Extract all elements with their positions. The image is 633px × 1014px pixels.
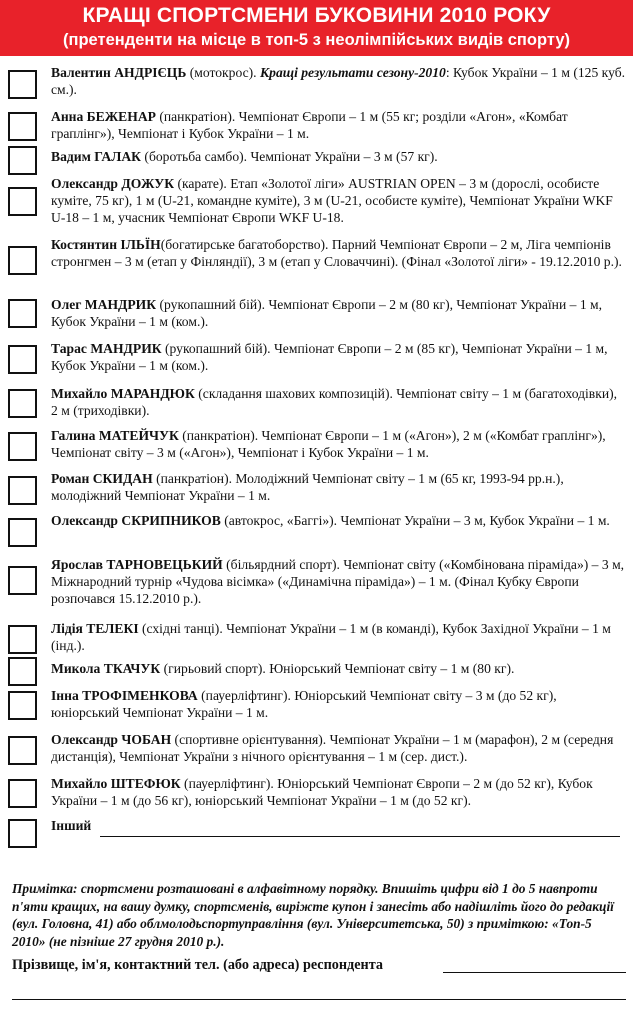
list-item bbox=[0, 556, 633, 620]
list-item bbox=[0, 175, 633, 236]
athlete-text bbox=[51, 385, 625, 419]
page-subtitle: (претенденти на місце в топ-5 з неолімпійських видів спорту) bbox=[63, 31, 570, 49]
other-text bbox=[51, 817, 625, 834]
athlete-text bbox=[51, 64, 625, 98]
athlete-results: Етап «Золотої ліги» AUSTRIAN OPEN – 3 м (дорослі, особисте куміте, 75 кг), 1 м (U-21, командне куміте), 3 м (U-21, особисте куміте), Чемпіонат України WKF U-18 – 1 м, учасник Чемпіонат Європи WKF U-18. bbox=[51, 176, 613, 225]
athlete-name: Ярослав ТАРНОВЕЦЬКИЙ bbox=[51, 557, 223, 572]
athlete-sport: (богатирське багатоборство). bbox=[160, 237, 332, 252]
list-item-other bbox=[0, 817, 633, 855]
list-item bbox=[0, 687, 633, 731]
athlete-results: Юніорський Чемпіонат Європи – 2 м (до 52 кг), Кубок України – 1 м (до 56 кг), юніорський Чемпіонат України – 1 м (до 52 кг). bbox=[51, 776, 593, 808]
list-item bbox=[0, 108, 633, 148]
respondent-input-line-2[interactable] bbox=[12, 999, 626, 1000]
rank-checkbox[interactable] bbox=[8, 432, 37, 461]
athlete-results: Чемпіонат світу – 1 м (багатоходівки), 2 м (триходівки). bbox=[51, 386, 618, 418]
list-item bbox=[0, 385, 633, 427]
rank-checkbox[interactable] bbox=[8, 299, 37, 328]
season-label: Кращі результати сезону-2010 bbox=[259, 65, 446, 80]
athlete-name: Олег МАНДРИК bbox=[51, 297, 157, 312]
athlete-name: Вадим ГАЛАК bbox=[51, 149, 142, 164]
other-input-line[interactable] bbox=[100, 836, 620, 837]
rank-checkbox[interactable] bbox=[8, 476, 37, 505]
rank-checkbox[interactable] bbox=[8, 625, 37, 654]
athlete-text bbox=[51, 775, 625, 809]
athlete-name: Тарас МАНДРИК bbox=[51, 341, 162, 356]
athlete-text bbox=[51, 175, 625, 226]
athlete-results: : Кубок України – 1 м (125 куб. см.). bbox=[51, 65, 626, 97]
list-item bbox=[0, 296, 633, 340]
athlete-sport: (гирьовий спорт). bbox=[160, 661, 270, 676]
athlete-sport: (рукопашний бій). bbox=[156, 297, 269, 312]
list-item bbox=[0, 660, 633, 687]
rank-checkbox[interactable] bbox=[8, 389, 37, 418]
athlete-sport: (боротьба самбо). bbox=[141, 149, 251, 164]
athlete-sport: (панкратіон). bbox=[152, 471, 236, 486]
athlete-text bbox=[51, 296, 625, 330]
athlete-sport: (більярдний спорт). bbox=[222, 557, 344, 572]
page-title: КРАЩІ СПОРТСМЕНИ БУКОВИНИ 2010 РОКУ bbox=[82, 4, 551, 27]
rank-checkbox[interactable] bbox=[8, 146, 37, 175]
athlete-sport: (пауерліфтинг). bbox=[197, 688, 295, 703]
athlete-name: Роман СКИДАН bbox=[51, 471, 153, 486]
athlete-sport: (карате). bbox=[174, 176, 231, 191]
athlete-sport: (автокрос, «Баггі»). bbox=[220, 513, 341, 528]
note-text: Примітка: спортсмени розташовані в алфавітному порядку. Впишіть цифри від 1 до 5 навпроти п'яти кращих, на вашу думку, спортсменів, виріжте купон і занесіть або надішліть його до редакції (вул. Головна, 41) або облмолодьспортуправління (вул. Університетська, 50) з приміткою: «Топ-5 2010» (не пізніше 27 грудня 2010 р.). bbox=[12, 881, 614, 949]
athlete-text bbox=[51, 148, 625, 165]
athlete-sport: (мотокрос). bbox=[186, 65, 260, 80]
athlete-results: Чемпіонат Європи – 2 м (80 кг), Чемпіонат України – 1 м, Кубок України – 1 м (ком.). bbox=[51, 297, 603, 329]
athlete-text bbox=[51, 470, 625, 504]
respondent-input-line[interactable] bbox=[443, 972, 626, 973]
athlete-name: Костянтин ІЛЬЇН bbox=[51, 237, 161, 252]
list-item bbox=[0, 620, 633, 660]
athlete-text bbox=[51, 556, 625, 607]
rank-checkbox[interactable] bbox=[8, 779, 37, 808]
athlete-sport: (рукопашний бій). bbox=[161, 341, 274, 356]
athlete-sport: (складання шахових композицій). bbox=[194, 386, 397, 401]
athlete-name: Михайло МАРАНДЮК bbox=[51, 386, 195, 401]
rank-checkbox[interactable] bbox=[8, 187, 37, 216]
athlete-sport: (пауерліфтинг). bbox=[180, 776, 278, 791]
athlete-name: Галина МАТЕЙЧУК bbox=[51, 428, 179, 443]
athlete-text bbox=[51, 687, 625, 721]
athlete-text bbox=[51, 340, 625, 374]
athlete-text bbox=[51, 731, 625, 765]
list-item bbox=[0, 148, 633, 175]
athlete-sport: (спортивне орієнтування). bbox=[171, 732, 330, 747]
athlete-results: Парний Чемпіонат Європи – 2 м, Ліга чемпіонів стронгмен – 3 м (етап у Фінляндії), 3 м (етап у Словаччині). (Фінал «Золотої ліги» - 19.12.2010 р.). bbox=[51, 237, 622, 269]
athlete-name: Микола ТКАЧУК bbox=[51, 661, 161, 676]
athlete-name: Лідія ТЕЛЕКІ bbox=[51, 621, 139, 636]
rank-checkbox[interactable] bbox=[8, 518, 37, 547]
athlete-text bbox=[51, 512, 625, 529]
list-item bbox=[0, 470, 633, 512]
athlete-text bbox=[51, 108, 625, 142]
athlete-name: Олександр ЧОБАН bbox=[51, 732, 172, 747]
respondent-label: Прізвище, ім'я, контактний тел. (або адреса) респондента bbox=[12, 957, 383, 973]
athlete-sport: (східні танці). bbox=[138, 621, 227, 636]
athlete-name: Валентин АНДРІЄЦЬ bbox=[51, 65, 187, 80]
rank-checkbox[interactable] bbox=[8, 345, 37, 374]
list-item bbox=[0, 512, 633, 556]
athlete-sport: (панкратіон). bbox=[178, 428, 262, 443]
rank-checkbox[interactable] bbox=[8, 246, 37, 275]
list-item bbox=[0, 775, 633, 817]
athlete-text bbox=[51, 427, 625, 461]
athlete-list bbox=[0, 64, 633, 855]
athlete-results: Юніорський Чемпіонат світу – 1 м (80 кг). bbox=[269, 661, 515, 676]
athlete-results: Молодіжний Чемпіонат світу – 1 м (65 кг, 1993-94 рр.н.), молодіжний Чемпіонат України – 1 м. bbox=[51, 471, 564, 503]
list-item bbox=[0, 427, 633, 470]
athlete-results: Чемпіонат Європи – 1 м (55 кг; розділи «Агон», «Комбат граплінг»), Чемпіонат і Кубок України – 1 м. bbox=[51, 109, 568, 141]
list-item bbox=[0, 731, 633, 775]
athlete-results: Чемпіонат України – 3 м (57 кг). bbox=[250, 149, 438, 164]
athlete-text bbox=[51, 236, 625, 270]
header-banner bbox=[0, 0, 633, 56]
rank-checkbox[interactable] bbox=[8, 112, 37, 141]
athlete-text bbox=[51, 660, 625, 677]
rank-checkbox[interactable] bbox=[8, 566, 37, 595]
list-item bbox=[0, 340, 633, 385]
rank-checkbox[interactable] bbox=[8, 736, 37, 765]
athlete-results: Чемпіонат України – 1 м (в команді), Кубок Західної України – 1 м (інд.). bbox=[51, 621, 611, 653]
rank-checkbox[interactable] bbox=[8, 657, 37, 686]
athlete-results: Чемпіонат Європи – 1 м («Агон»), 2 м («Комбат граплінг»), Чемпіонат світу – 3 м («Агон»), Чемпіонат і Кубок України – 1 м. bbox=[51, 428, 606, 460]
athlete-sport: (панкратіон). bbox=[155, 109, 239, 124]
athlete-name: Інна ТРОФІМЕНКОВА bbox=[51, 688, 198, 703]
athlete-results: Чемпіонат Європи – 2 м (85 кг), Чемпіонат України – 1 м, Кубок України – 1 м (ком.). bbox=[51, 341, 608, 373]
athlete-results: Юніорський Чемпіонат світу – 3 м (до 52 кг), юніорський Чемпіонат України – 1 м. bbox=[51, 688, 557, 720]
rank-checkbox[interactable] bbox=[8, 819, 37, 848]
athlete-name: Олександр ДОЖУК bbox=[51, 176, 175, 191]
rank-checkbox[interactable] bbox=[8, 691, 37, 720]
athlete-results: Чемпіонат світу («Комбінована піраміда») – 3 м, Міжнародний турнір «Чудова вісімка» («Динамічна піраміда») – 1 м. (Фінал Кубку Європи розпочався 15.12.2010 р.). bbox=[51, 557, 625, 606]
athlete-name: Олександр СКРИПНИКОВ bbox=[51, 513, 221, 528]
athlete-results: Чемпіонат України – 1 м (марафон), 2 м (середня дистанція), Чемпіонат України з нічного орієнтування – 1 м (сер. дист.). bbox=[51, 732, 614, 764]
other-label: Інший bbox=[51, 818, 92, 833]
athlete-name: Михайло ШТЕФЮК bbox=[51, 776, 181, 791]
athlete-text bbox=[51, 620, 625, 654]
athlete-name: Анна БЕЖЕНАР bbox=[51, 109, 156, 124]
list-item bbox=[0, 236, 633, 296]
list-item bbox=[0, 64, 633, 108]
rank-checkbox[interactable] bbox=[8, 70, 37, 99]
athlete-results: Чемпіонат України – 3 м, Кубок України – 1 м. bbox=[340, 513, 610, 528]
